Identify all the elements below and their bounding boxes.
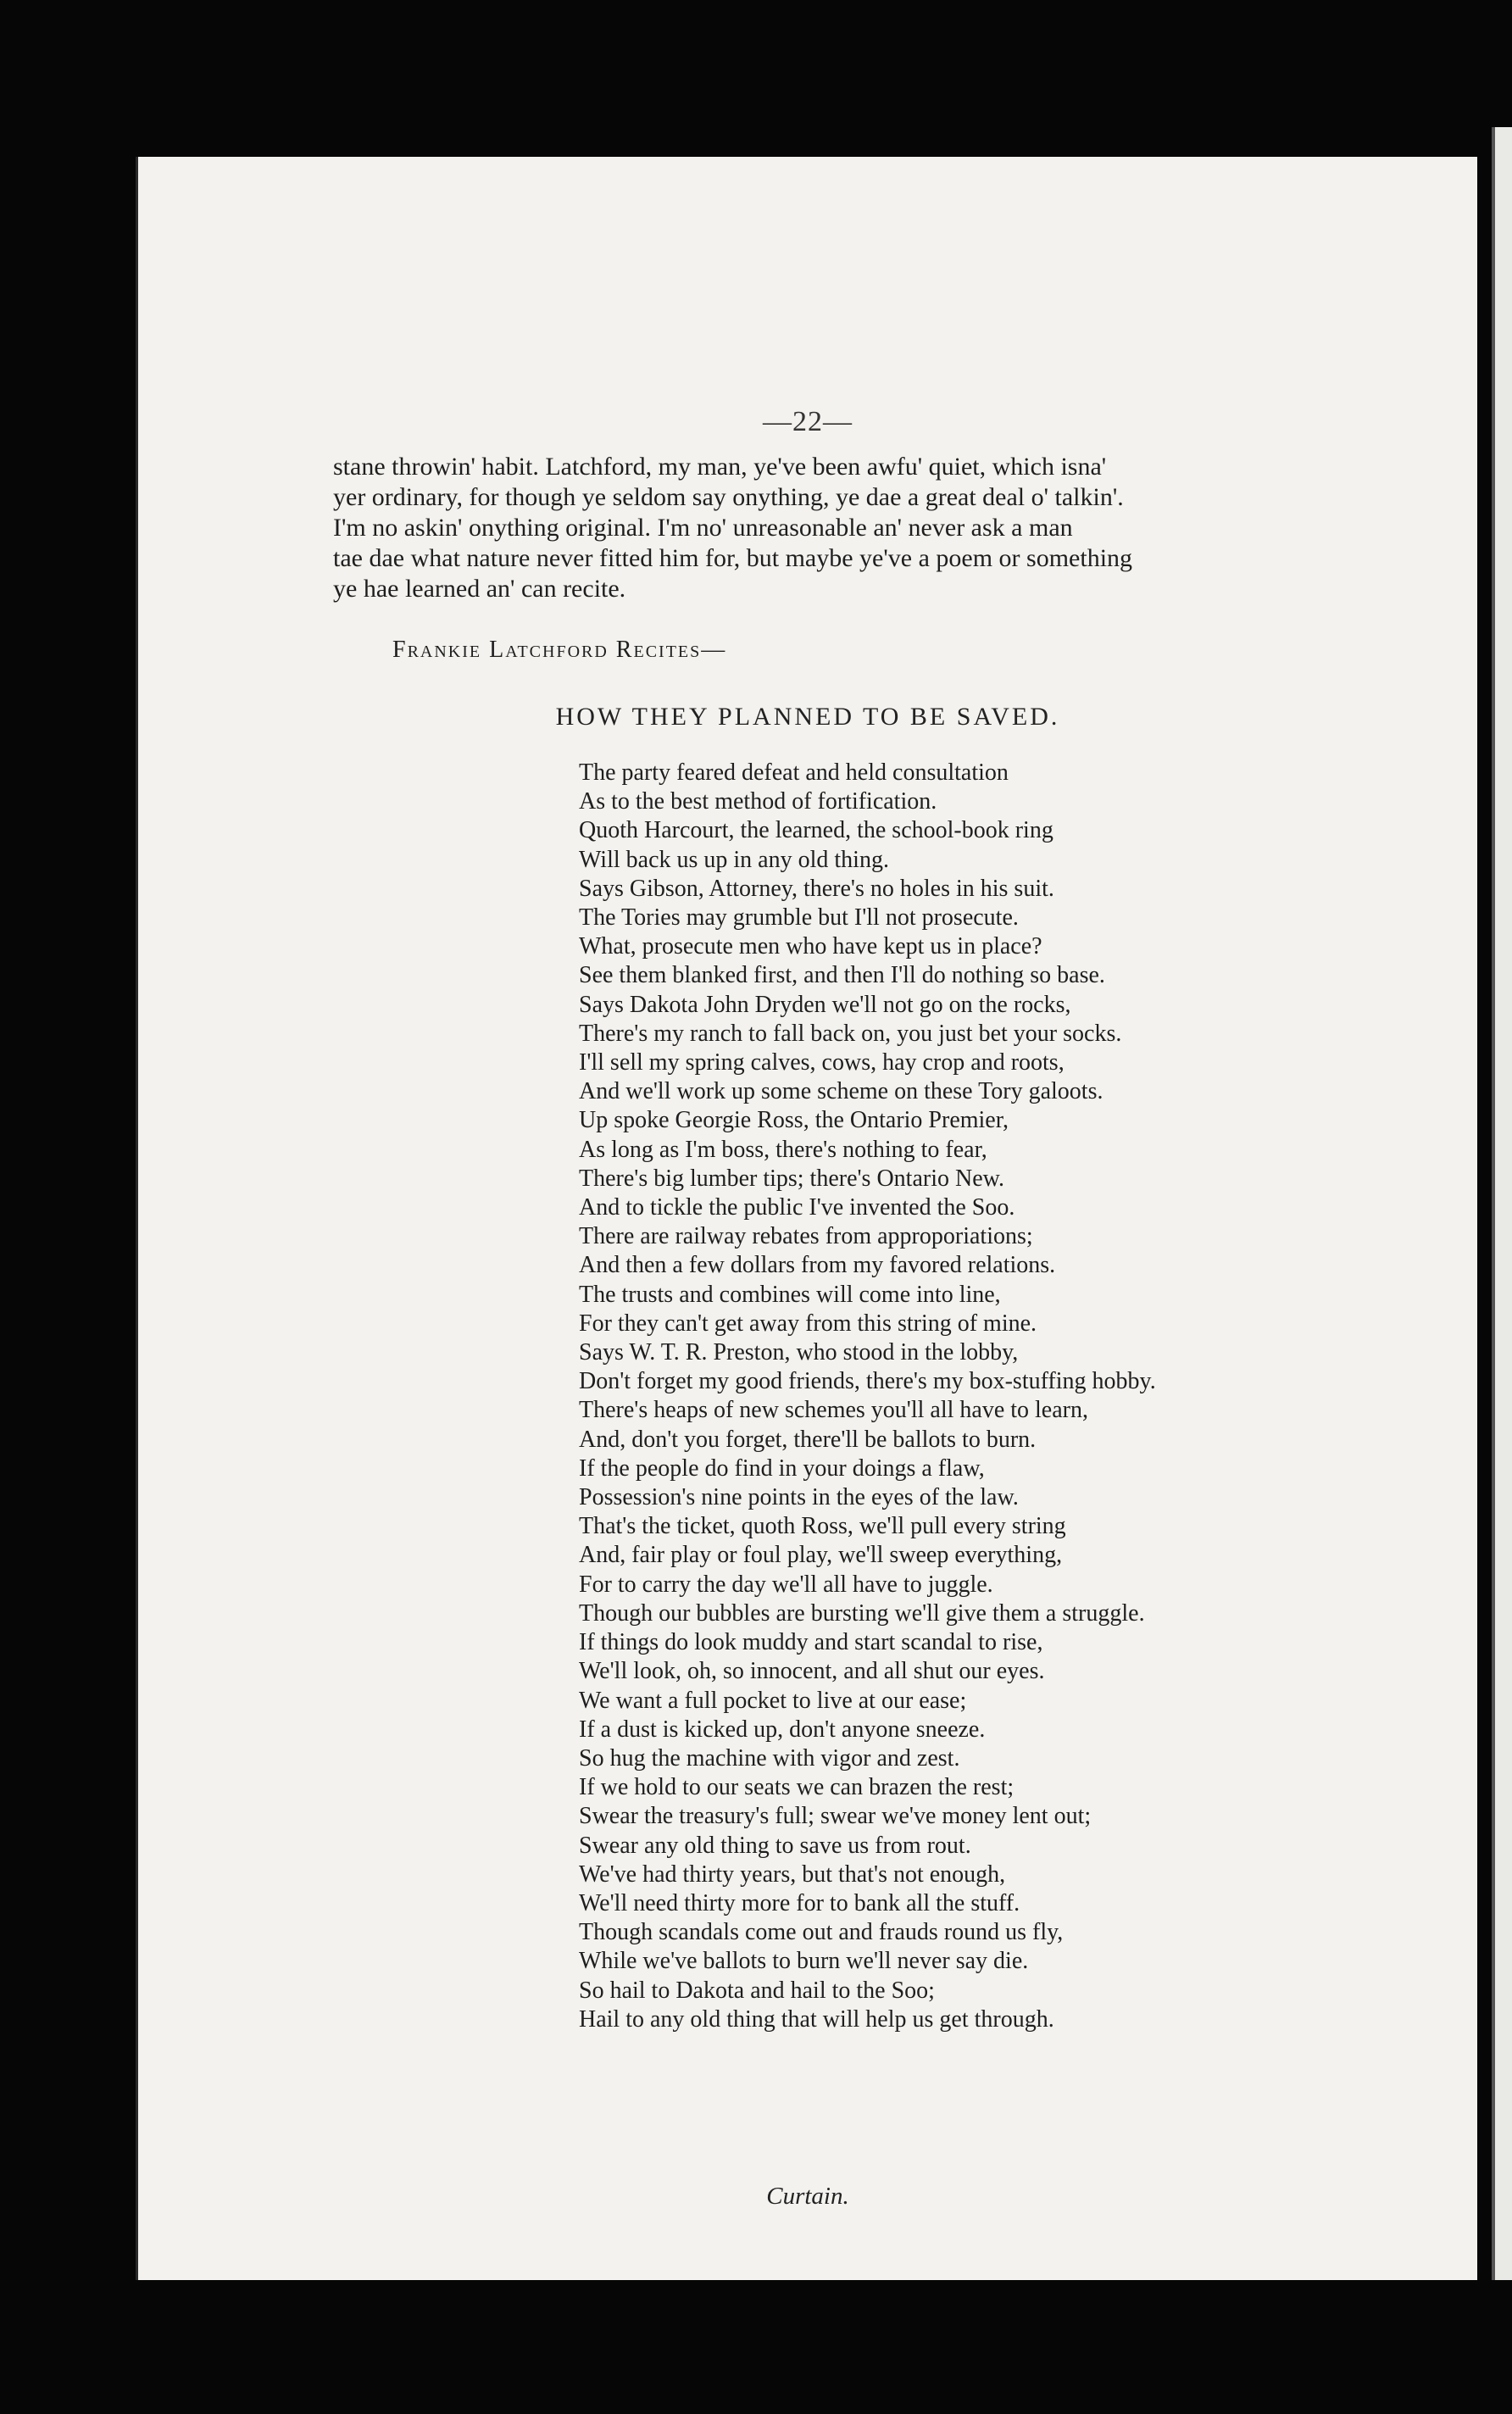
poem-line: There's heaps of new schemes you'll all have to learn,: [579, 1397, 1088, 1424]
poem-line: What, prosecute men who have kept us in place?: [579, 933, 1042, 960]
reciter-heading: Frankie Latchford Recites—: [392, 637, 727, 663]
poem-line: Don't forget my good friends, there's my box-stuffing hobby.: [579, 1368, 1156, 1395]
poem-line: There's my ranch to fall back on, you just bet your socks.: [579, 1020, 1122, 1047]
poem-line: And, fair play or foul play, we'll sweep everything,: [579, 1542, 1063, 1569]
poem-body: [579, 759, 1426, 2034]
poem-line: As to the best method of fortification.: [579, 788, 937, 815]
adjacent-page-edge: [1492, 127, 1512, 2280]
page-number: —22—: [763, 406, 853, 437]
poem-line: The party feared defeat and held consultation: [579, 759, 1009, 786]
poem-line: There's big lumber tips; there's Ontario New.: [579, 1165, 1005, 1192]
poem-line: Hail to any old thing that will help us get through.: [579, 2005, 1054, 2033]
prose-paragraph: [333, 452, 1452, 604]
poem-line: Swear any old thing to save us from rout.: [579, 1832, 971, 1859]
poem-line: Will back us up in any old thing.: [579, 846, 889, 873]
poem-line: There are railway rebates from approporiations;: [579, 1223, 1033, 1250]
poem-line: While we've ballots to burn we'll never say die.: [579, 1948, 1029, 1975]
prose-line: stane throwin' habit. Latchford, my man, ye've been awfu' quiet, which isna': [333, 453, 1107, 481]
poem-line: If a dust is kicked up, don't anyone sneeze.: [579, 1716, 986, 1743]
poem-line: We've had thirty years, but that's not enough,: [579, 1861, 1006, 1888]
poem-line: We'll need thirty more for to bank all the stuff.: [579, 1889, 1020, 1916]
prose-line: I'm no askin' onything original. I'm no' unreasonable an' never ask a man: [333, 514, 1073, 542]
poem-line: So hug the machine with vigor and zest.: [579, 1744, 960, 1772]
poem-title: HOW THEY PLANNED TO BE SAVED.: [555, 703, 1060, 731]
poem-line: Up spoke Georgie Ross, the Ontario Premier,: [579, 1107, 1009, 1134]
prose-line: tae dae what nature never fitted him for, but maybe ye've a poem or something: [333, 544, 1133, 572]
poem-line: Quoth Harcourt, the learned, the school-book ring: [579, 817, 1053, 844]
poem-line: The trusts and combines will come into line,: [579, 1281, 1001, 1308]
poem-line: And, don't you forget, there'll be ballots to burn.: [579, 1426, 1037, 1453]
poem-line: We'll look, oh, so innocent, and all shut our eyes.: [579, 1658, 1045, 1685]
poem-line: See them blanked first, and then I'll do nothing so base.: [579, 962, 1105, 989]
prose-line: yer ordinary, for though ye seldom say onything, ye dae a great deal o' talkin'.: [333, 483, 1124, 511]
poem-line: I'll sell my spring calves, cows, hay crop and roots,: [579, 1049, 1065, 1076]
poem-line: Says Dakota John Dryden we'll not go on the rocks,: [579, 991, 1071, 1018]
poem-line: If things do look muddy and start scandal to rise,: [579, 1629, 1043, 1656]
poem-line: The Tories may grumble but I'll not prosecute.: [579, 904, 1019, 932]
poem-line: For to carry the day we'll all have to juggle.: [579, 1571, 993, 1598]
poem-line: And to tickle the public I've invented the Soo.: [579, 1194, 1015, 1221]
poem-line: Says W. T. R. Preston, who stood in the lobby,: [579, 1339, 1019, 1366]
poem-line: Though scandals come out and frauds round us fly,: [579, 1919, 1064, 1946]
poem-line: If we hold to our seats we can brazen the rest;: [579, 1774, 1014, 1801]
curtain-note: Curtain.: [766, 2183, 849, 2210]
poem-line: We want a full pocket to live at our ease;: [579, 1687, 967, 1714]
poem-line: And we'll work up some scheme on these Tory galoots.: [579, 1078, 1103, 1105]
poem-line: Possession's nine points in the eyes of the law.: [579, 1484, 1019, 1511]
poem-line: If the people do find in your doings a flaw,: [579, 1455, 985, 1482]
poem-line: So hail to Dakota and hail to the Soo;: [579, 1977, 935, 2004]
poem-line: Swear the treasury's full; swear we've money lent out;: [579, 1803, 1092, 1830]
prose-line: ye hae learned an' can recite.: [333, 575, 626, 603]
book-page: [136, 157, 1477, 2280]
poem-line: For they can't get away from this string of mine.: [579, 1310, 1037, 1337]
poem-line: Says Gibson, Attorney, there's no holes in his suit.: [579, 875, 1054, 902]
poem-line: Though our bubbles are bursting we'll give them a struggle.: [579, 1599, 1145, 1627]
poem-line: That's the ticket, quoth Ross, we'll pull every string: [579, 1513, 1066, 1540]
poem-line: And then a few dollars from my favored relations.: [579, 1252, 1056, 1279]
poem-line: As long as I'm boss, there's nothing to fear,: [579, 1136, 987, 1163]
